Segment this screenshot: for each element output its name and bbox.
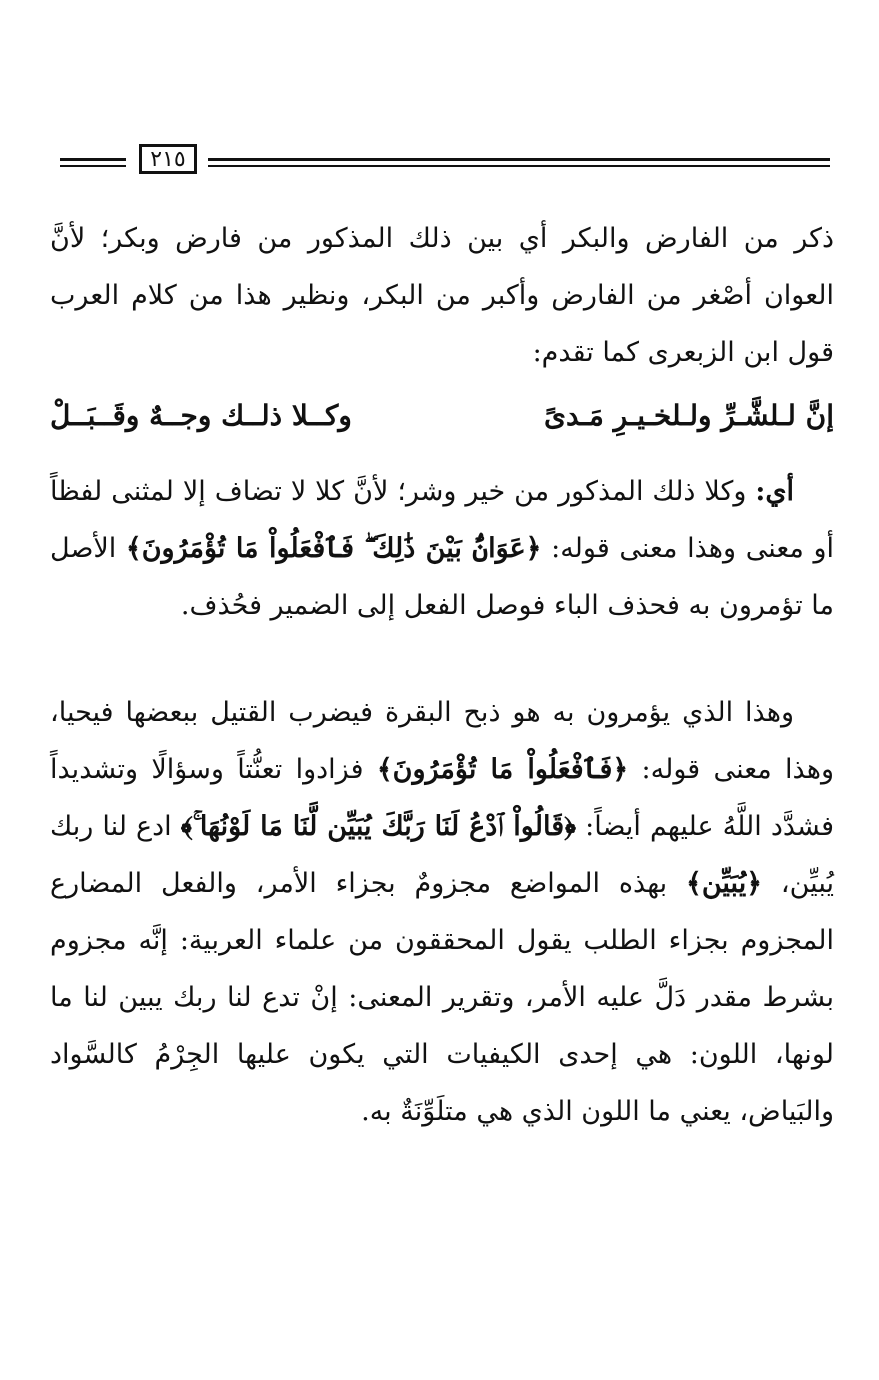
header-rule-left-thin — [60, 165, 126, 167]
paragraph-3-text-a: وهذا الذي يؤمرون به هو ذبح البقرة فيضرب القتيل ببعضها فيحيا، وهذا معنى قوله: — [50, 697, 834, 785]
page-number: ٢١٥ — [139, 144, 197, 174]
paragraph-2-lead: أي: — [755, 476, 794, 507]
quran-quote: ﴿عَوَانٌۢ بَيْنَ ذَٰلِكَ ۖ فَٱفْعَلُواْ مَا تُؤْمَرُونَ﴾ — [125, 533, 542, 564]
quran-quote: ﴿فَٱفْعَلُواْ مَا تُؤْمَرُونَ﴾ — [376, 754, 629, 785]
paragraph-2-text-b: الأصل ما تؤمرون به فحذف الباء فوصل الفعل إلى الضمير فحُذف. — [50, 533, 834, 621]
paragraph-2-text-a: وكلا ذلك المذكور من خير وشر؛ لأنَّ كلا لا تضاف إلا لمثنى لفظاً أو معنى وهذا معنى قوله: — [50, 476, 834, 564]
quran-quote: ﴿يُبَيِّن﴾ — [686, 868, 763, 899]
paragraph-3-text-b: فزادوا تعنُّتاً وسؤالًا وتشديداً فشدَّد اللَّهُ عليهم أيضاً: — [50, 754, 835, 842]
page-header — [60, 140, 830, 180]
spacer — [50, 451, 834, 463]
header-rule-right-thin — [208, 165, 830, 167]
paragraph-3-text-d: بهذه المواضع مجزومٌ بجزاء الأمر، والفعل المضارع المجزوم بجزاء الطلب يقول المحققون من علماء العربية: إنَّه مجزوم بشرط مقدر دَلَّ عليه الأمر، وتقرير المعنى: إنْ تدع لنا ربك يبين لنا ما لونها، اللون: هي إحدى الكيفيات التي يكون عليها الجِرْمُ كالسَّواد والبَياض، يعني ما اللون الذي هي متلَوِّنَةٌ به. — [50, 868, 834, 1127]
header-rule-right — [208, 158, 830, 161]
poetry-verse — [50, 381, 834, 451]
verse-first-hemistich: إنَّ لـلشَّـرِّ ولـلخـيـرِ مَـدىً — [544, 399, 834, 432]
paragraph-1: ذكر من الفارض والبكر أي بين ذلك المذكور من فارض وبكر؛ لأنَّ العوان أصْغر من الفارض وأكبر من البكر، ونظير هذا من كلام العرب قول ابن الزبعرى كما تقدم: — [50, 223, 834, 368]
header-rule-left — [60, 158, 126, 161]
verse-second-hemistich: وكــلا ذلــك وجــهٌ وقَــبَــلْ — [50, 399, 352, 432]
spacer — [50, 634, 834, 684]
paragraph-2 — [50, 463, 834, 634]
paragraph-3 — [50, 684, 834, 1140]
paragraph-3-text-c: ادع لنا ربك يُبيِّن، — [50, 811, 834, 899]
quran-quote: ﴿قَالُواْ ٱدْعُ لَنَا رَبَّكَ يُبَيِّن لَّنَا مَا لَوْنُهَا ۚ﴾ — [180, 811, 577, 842]
page-body — [50, 210, 834, 1140]
